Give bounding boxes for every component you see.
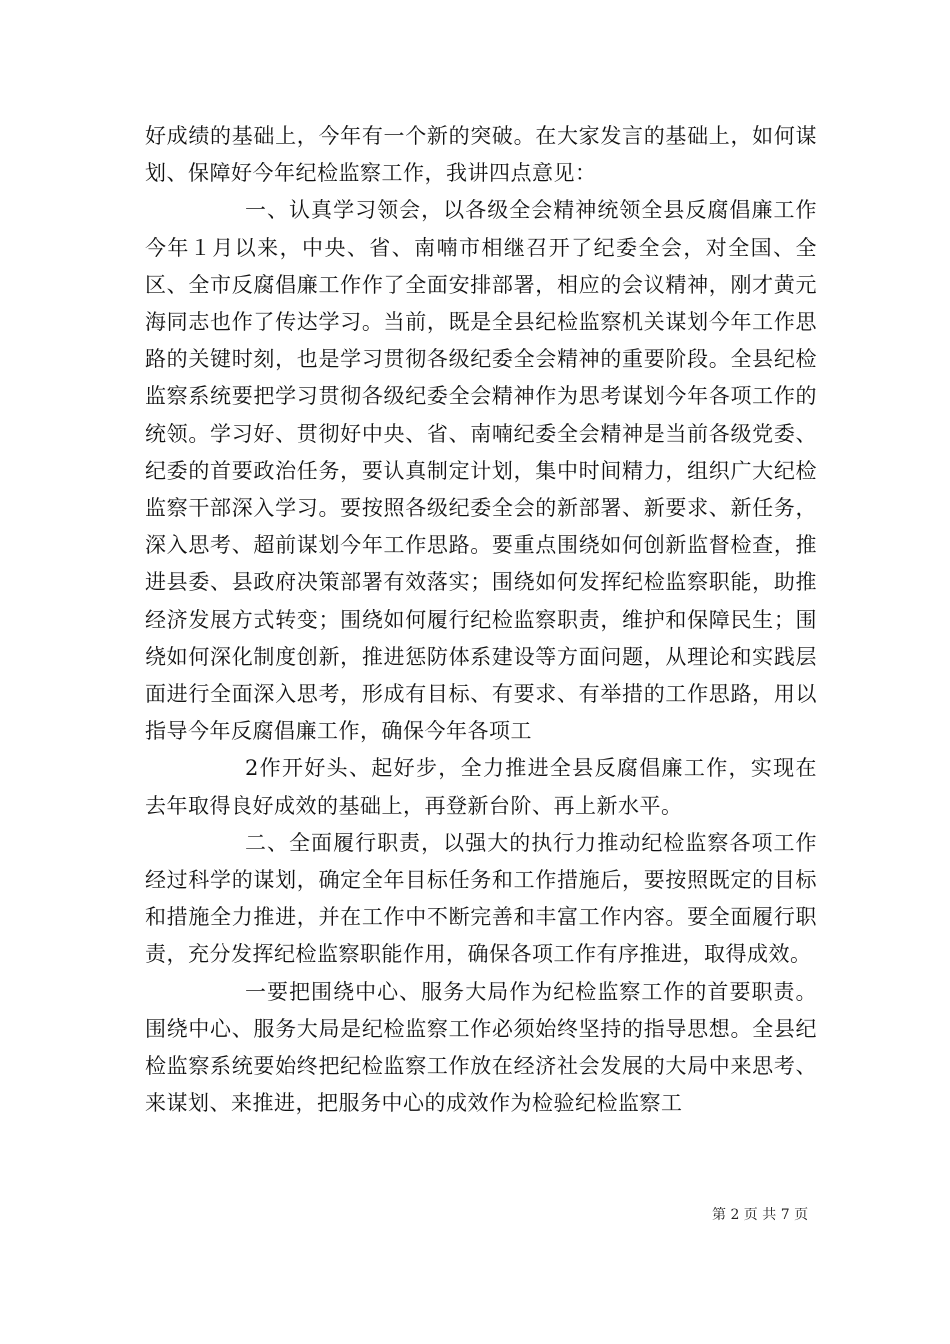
paragraph-section-two: 二、全面履行职责，以强大的执行力推动纪检监察各项工作经过科学的谋划，确定全年目标任务和工作措施后，要按照既定的目标和措施全力推进，并在工作中不断完善和丰富工作内容。要全面履行职责，充分发挥纪检监察职能作用，确保各项工作有序推进，取得成效。 <box>145 830 817 967</box>
page-number-footer: 第 2 页 共 7 页 <box>712 1207 809 1223</box>
paragraph-section-one: 一、认真学习领会，以各级全会精神统领全县反腐倡廉工作今年１月以来，中央、省、南喃市相继召开了纪委全会，对全国、全区、全市反腐倡廉工作作了全面安排部署，相应的会议精神，刚才黄元海同志也作了传达学习。当前，既是全县纪检监察机关谋划今年工作思路的关键时刻，也是学习贯彻各级纪委全会精神的重要阶段。全县纪检监察系统要把学习贯彻各级纪委全会精神作为思考谋划今年各项工作的统领。学习好、贯彻好中央、省、南喃纪委全会精神是当前各级党委、纪委的首要政治任务，要认真制定计划，集中时间精力，组织广大纪检监察干部深入学习。要按照各级纪委全会的新部署、新要求、新任务，深入思考、超前谋划今年工作思路。要重点围绕如何创新监督检查，推进县委、县政府决策部署有效落实；围绕如何发挥纪检监察职能，助推经济发展方式转变；围绕如何履行纪检监察职责，维护和保障民生；围绕如何深化制度创新，推进惩防体系建设等方面问题，从理论和实践层面进行全面深入思考，形成有目标、有要求、有举措的工作思路，用以指导今年反腐倡廉工作，确保今年各项工 <box>145 198 817 744</box>
paragraph-continuation: 好成绩的基础上，今年有一个新的突破。在大家发言的基础上，如何谋划、保障好今年纪检监察工作，我讲四点意见： <box>145 124 817 186</box>
document-body <box>145 118 817 1122</box>
paragraph-item-one: 一要把围绕中心、服务大局作为纪检监察工作的首要职责。围绕中心、服务大局是纪检监察工作必须始终坚持的指导思想。全县纪检监察系统要始终把纪检监察工作放在经济社会发展的大局中来思考、来谋划、来推进，把服务中心的成效作为检验纪检监察工 <box>145 979 817 1116</box>
paragraph-section-one-continued: 2作开好头、起好步，全力推进全县反腐倡廉工作，实现在去年取得良好成效的基础上，再登新台阶、再上新水平。 <box>145 756 817 818</box>
